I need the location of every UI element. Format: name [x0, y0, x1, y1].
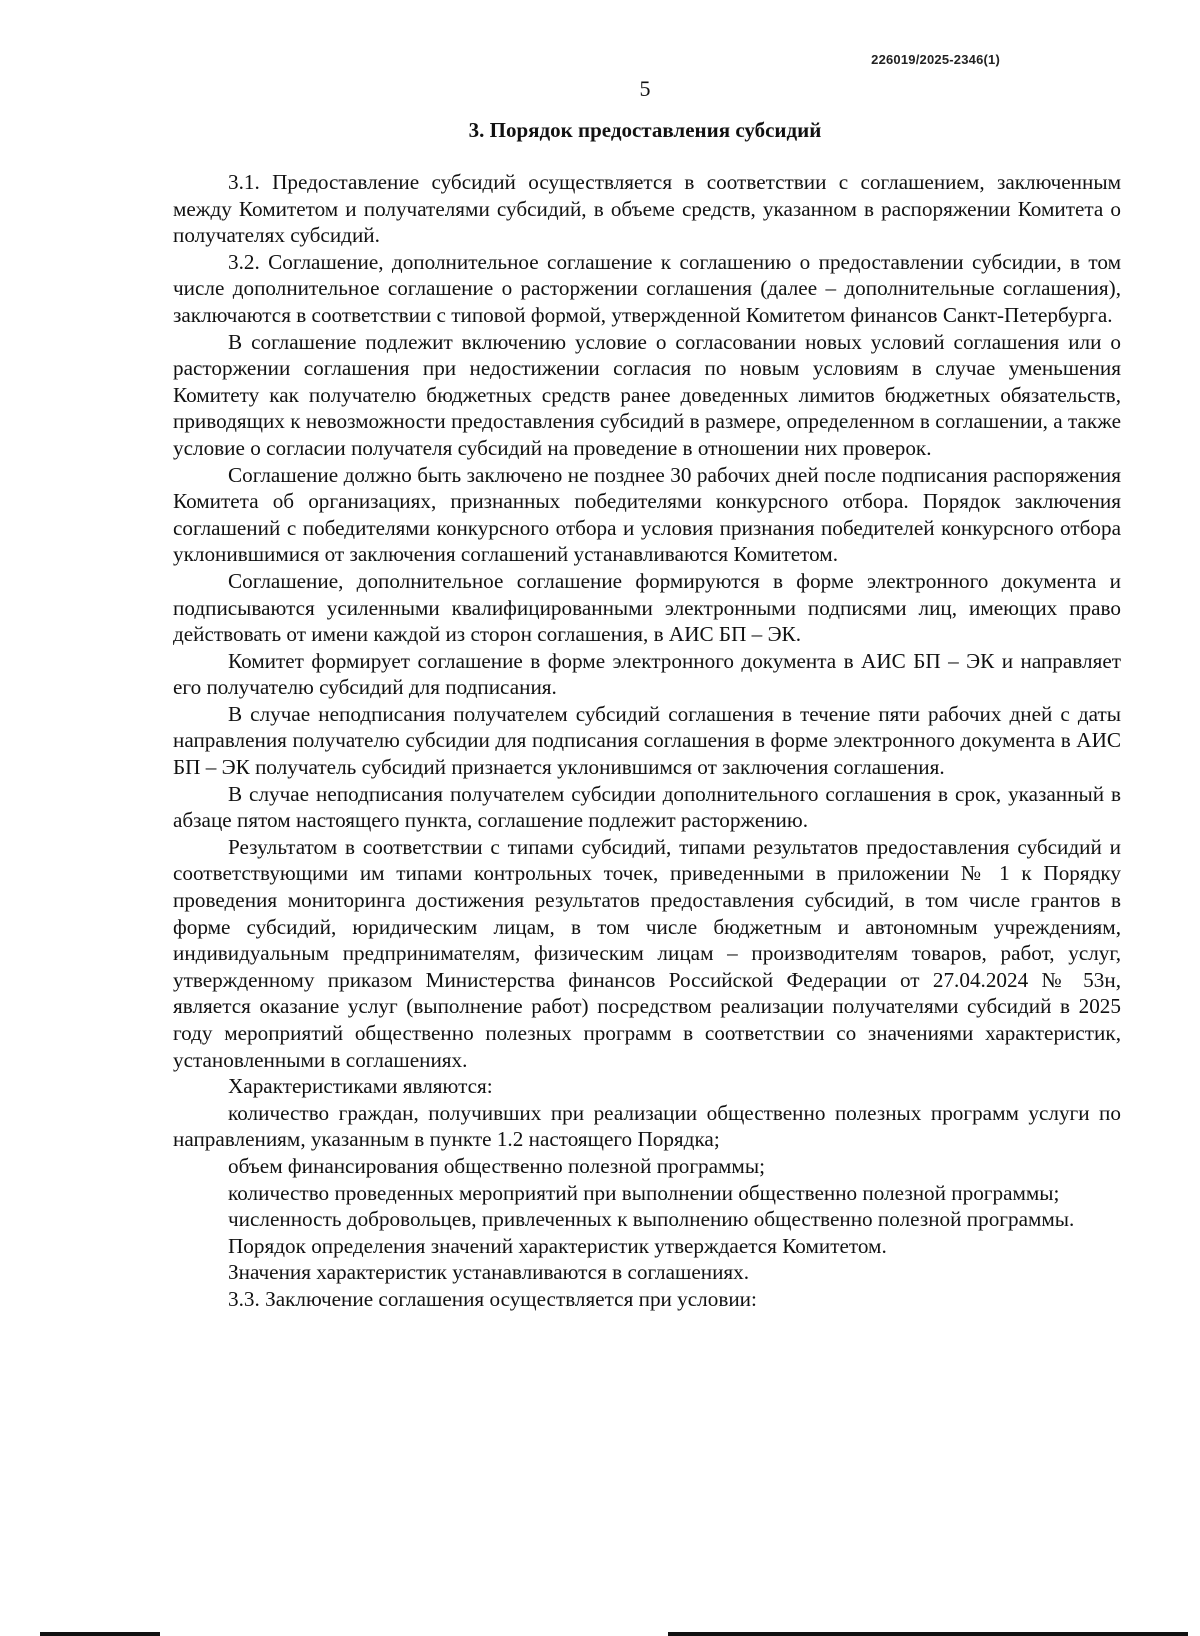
paragraph-3-1: 3.1. Предоставление субсидий осуществляется в соответствии с соглашением, заключенным между Комитетом и получателями субсидий, в объеме средств, указанном в распоряжении Комитета о получателях субсидий. [173, 170, 1121, 248]
paragraph: Соглашение должно быть заключено не позднее 30 рабочих дней после подписания распоряжения Комитета об организациях, признанных победителями конкурсного отбора. Порядок заключения соглашений с победителями конкурсного отбора и условия признания победителей конкурсного отбора уклонившимися от заключения соглашений устанавливаются Комитетом. [173, 462, 1121, 567]
paragraph-3-3: 3.3. Заключение соглашения осуществляется при условии: [228, 1286, 757, 1311]
list-item: количество проведенных мероприятий при выполнении общественно полезной программы; [228, 1180, 1060, 1205]
document-registration-number: 226019/2025-2346(1) [871, 52, 1000, 67]
paragraph: Соглашение, дополнительное соглашение формируются в форме электронного документа и подписываются усиленными квалифицированными электронными подписями лиц, имеющих право действовать от имени каждой из сторон соглашения, в АИС БП – ЭК. [173, 568, 1121, 647]
paragraph: Комитет формирует соглашение в форме электронного документа в АИС БП – ЭК и направляет его получателю субсидий для подписания. [173, 648, 1121, 700]
list-item: численность добровольцев, привлеченных к выполнению общественно полезной программы. [228, 1207, 1075, 1232]
scan-edge-mark [40, 1632, 160, 1636]
paragraph: Порядок определения значений характеристик утверждается Комитетом. [228, 1233, 887, 1258]
paragraph: В случае неподписания получателем субсидии дополнительного соглашения в срок, указанный в абзаце пятом настоящего пункта, соглашение подлежит расторжению. [173, 781, 1121, 833]
paragraph: В случае неподписания получателем субсидий соглашения в течение пяти рабочих дней с даты направления получателю субсидии для подписания соглашения в форме электронного документа в АИС БП – ЭК получатель субсидий признается уклонившимся от заключения соглашения. [173, 701, 1121, 780]
paragraph: В соглашение подлежит включению условие о согласовании новых условий соглашения или о расторжении соглашения при недостижении согласия по новым условиям в случае уменьшения Комитету как получателю бюджетных средств ранее доведенных лимитов бюджетных обязательств, приводящих к невозможности предоставления субсидий в размере, определенном в соглашении, а также условие о согласии получателя субсидий на проведение в отношении них проверок. [173, 329, 1121, 460]
paragraph: Значения характеристик устанавливаются в соглашениях. [228, 1260, 750, 1285]
paragraph-3-2: 3.2. Соглашение, дополнительное соглашение к соглашению о предоставлении субсидии, в том числе дополнительное соглашение о расторжении соглашения (далее – дополнительные соглашения), заключаются в соответствии с типовой формой, утвержденной Комитетом финансов Санкт-Петербурга. [173, 249, 1121, 327]
list-item: количество граждан, получивших при реализации общественно полезных программ услуги по направлениям, указанным в пункте 1.2 настоящего Порядка; [173, 1100, 1121, 1152]
paragraph: Характеристиками являются: [228, 1074, 493, 1099]
document-body [173, 169, 1121, 1313]
page-number: 5 [639, 76, 651, 101]
section-title: 3. Порядок предоставления субсидий [468, 118, 822, 142]
paragraph: Результатом в соответствии с типами субсидий, типами результатов предоставления субсидий и соответствующими им типами контрольных точек, приведенными в приложении № 1 к Порядку проведения мониторинга достижения результатов предоставления субсидий, в том числе грантов в форме субсидий, юридическим лицам, в том числе бюджетным и автономным учреждениям, индивидуальным предпринимателям, физическим лицам – производителям товаров, работ, услуг, утвержденному приказом Министерства финансов Российской Федерации от 27.04.2024 № 53н, является оказание услуг (выполнение работ) посредством реализации получателями субсидий в 2025 году мероприятий общественно полезных программ в соответствии со значениями характеристик, установленными в соглашениях. [173, 834, 1121, 1072]
scan-edge-mark [668, 1632, 1188, 1636]
list-item: объем финансирования общественно полезной программы; [228, 1153, 765, 1178]
